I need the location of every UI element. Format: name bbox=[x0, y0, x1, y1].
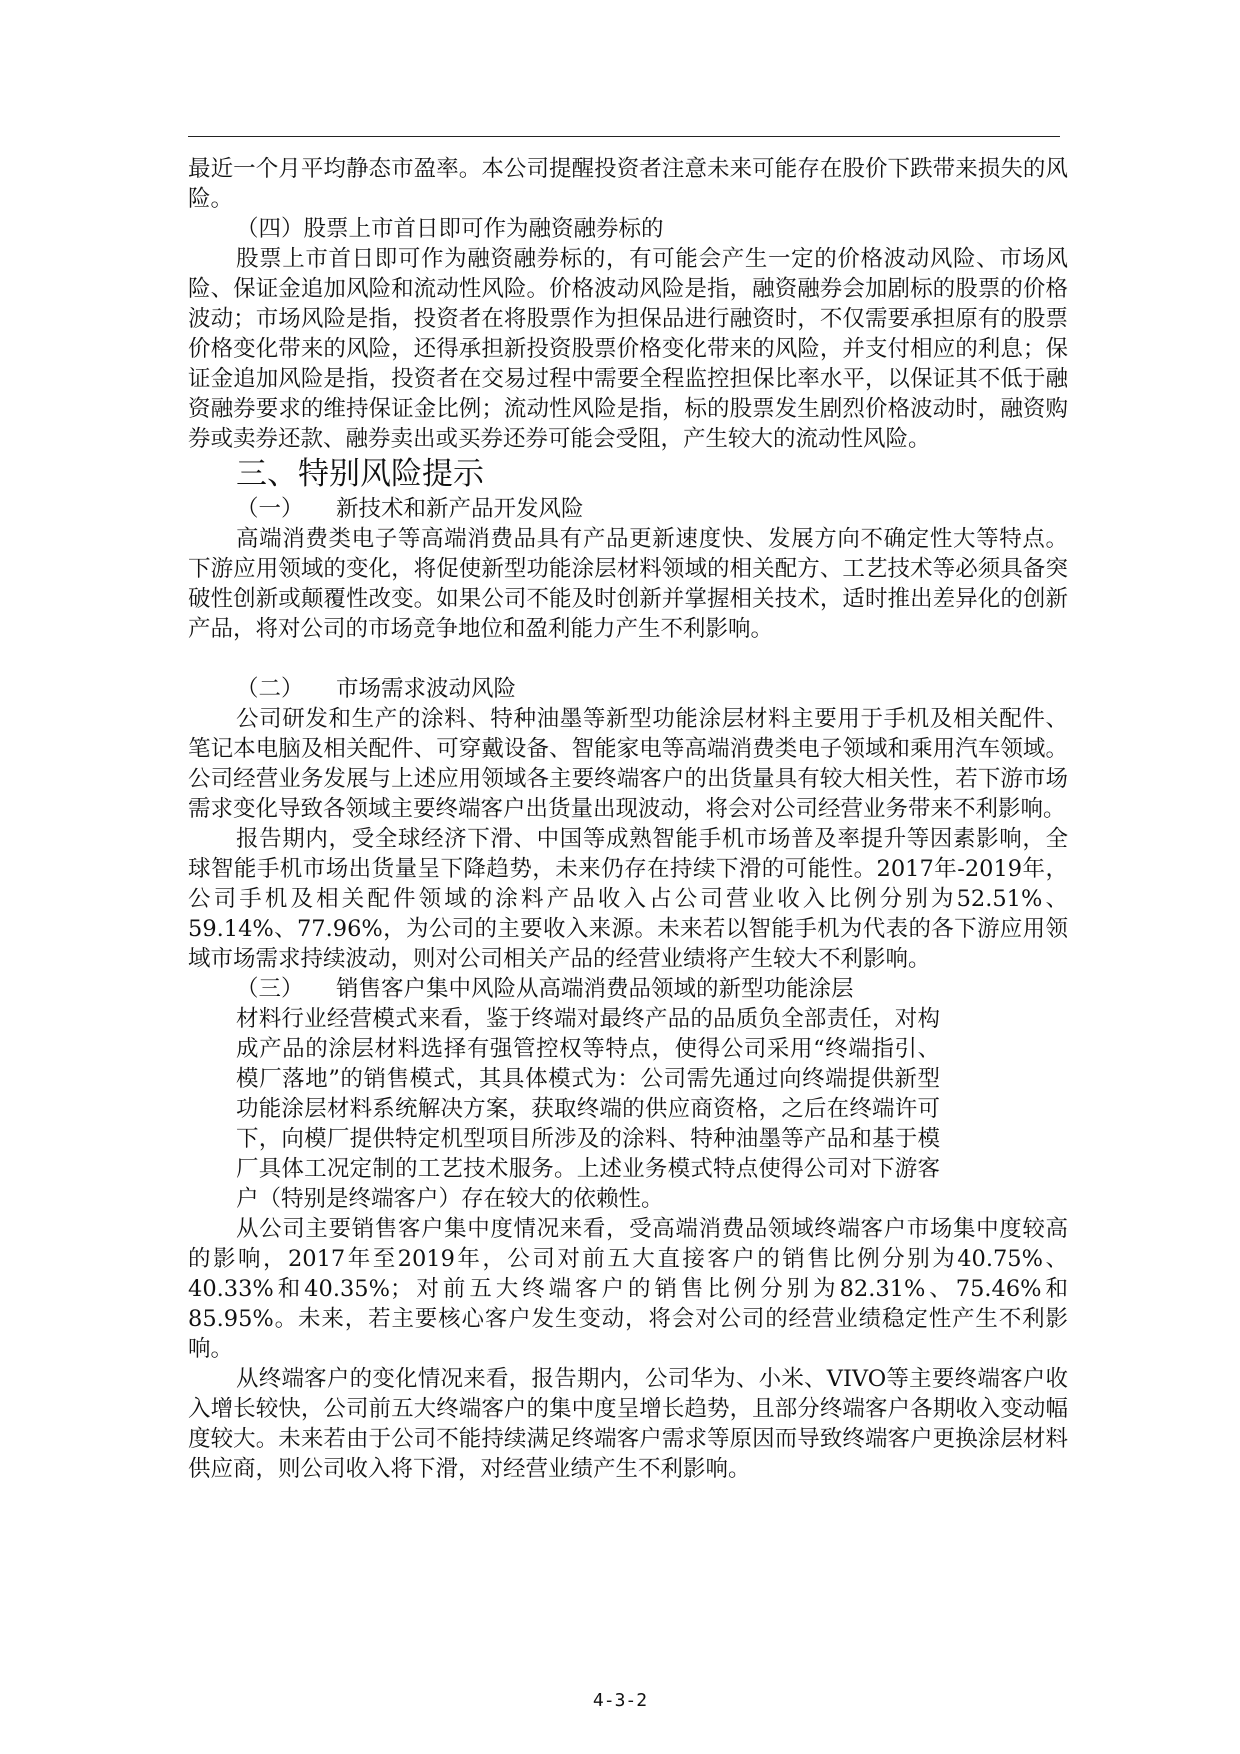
header-rule bbox=[188, 136, 1060, 137]
risk-3-number: （三） bbox=[236, 976, 304, 1002]
risk-3-body-2: 从公司主要销售客户集中度情况来看，受高端消费品领域终端客户市场集中度较高的影响，2017年至2019年，公司对前五大直接客户的销售比例分别为40.75%、40.33%和40.35%；对前五大终端客户的销售比例分别为82.31%、75.46%和85.95%。未来，若主要核心客户发生变动，将会对公司的经营业绩稳定性产生不利影响。 bbox=[188, 1216, 1068, 1362]
risk-2-heading bbox=[188, 674, 1068, 704]
section-3-heading: 三、特别风险提示 bbox=[236, 456, 484, 492]
spacer bbox=[188, 644, 1068, 674]
risk-1-number: （一） bbox=[236, 496, 304, 522]
risk-2-title: 市场需求波动风险 bbox=[336, 676, 517, 702]
risk-1-title: 新技术和新产品开发风险 bbox=[336, 496, 584, 522]
risk-3-title: 销售客户集中风险 bbox=[336, 976, 517, 1002]
risk-1-heading bbox=[188, 494, 1068, 524]
risk-2-body-1: 公司研发和生产的涂料、特种油墨等新型功能涂层材料主要用于手机及相关配件、笔记本电脑及相关配件、可穿戴设备、智能家电等高端消费类电子领域和乘用汽车领域。公司经营业务发展与上述应用领域各主要终端客户的出货量具有较大相关性，若下游市场需求变化导致各领域主要终端客户出货量出现波动，将会对公司经营业务带来不利影响。 bbox=[188, 706, 1068, 822]
risk-3-lead: 从高端消费品领域的新型功能涂层 bbox=[516, 976, 854, 1002]
top-paragraph: 最近一个月平均静态市盈率。本公司提醒投资者注意未来可能存在股价下跌带来损失的风险。 bbox=[188, 156, 1068, 212]
risk-3-body-1: 材料行业经营模式来看，鉴于终端对最终产品的品质负全部责任，对构成产品的涂层材料选择有强管控权等特点，使得公司采用“终端指引、模厂落地”的销售模式，其具体模式为：公司需先通过向终端提供新型功能涂层材料系统解决方案，获取终端的供应商资格，之后在终端许可下，向模厂提供特定机型项目所涉及的涂料、特种油墨等产品和基于模厂具体工况定制的工艺技术服务。上述业务模式特点使得公司对下游客户（特别是终端客户）存在较大的依赖性。 bbox=[236, 1006, 940, 1212]
section-4-body: 股票上市首日即可作为融资融券标的，有可能会产生一定的价格波动风险、市场风险、保证金追加风险和流动性风险。价格波动风险是指，融资融券会加剧标的股票的价格波动；市场风险是指，投资者在将股票作为担保品进行融资时，不仅需要承担原有的股票价格变化带来的风险，还得承担新投资股票价格变化带来的风险，并支付相应的利息；保证金追加风险是指，投资者在交易过程中需要全程监控担保比率水平，以保证其不低于融资融券要求的维持保证金比例；流动性风险是指，标的股票发生剧烈价格波动时，融资购券或卖券还款、融券卖出或买券还券可能会受阻，产生较大的流动性风险。 bbox=[188, 246, 1068, 452]
page-number: 4-3-2 bbox=[592, 1690, 648, 1711]
risk-3-body-3: 从终端客户的变化情况来看，报告期内，公司华为、小米、VIVO等主要终端客户收入增长较快，公司前五大终端客户的集中度呈增长趋势，且部分终端客户各期收入变动幅度较大。未来若由于公司不能持续满足终端客户需求等原因而导致终端客户更换涂层材料供应商，则公司收入将下滑，对经营业绩产生不利影响。 bbox=[188, 1366, 1068, 1482]
risk-2-body-2: 报告期内，受全球经济下滑、中国等成熟智能手机市场普及率提升等因素影响，全球智能手机市场出货量呈下降趋势，未来仍存在持续下滑的可能性。2017年-2019年，公司手机及相关配件领域的涂料产品收入占公司营业收入比例分别为52.51%、59.14%、77.96%，为公司的主要收入来源。未来若以智能手机为代表的各下游应用领域市场需求持续波动，则对公司相关产品的经营业绩将产生较大不利影响。 bbox=[188, 826, 1068, 972]
section-4-heading: （四）股票上市首日即可作为融资融券标的 bbox=[236, 216, 664, 242]
risk-1-body: 高端消费类电子等高端消费品具有产品更新速度快、发展方向不确定性大等特点。下游应用领域的变化，将促使新型功能涂层材料领域的相关配方、工艺技术等必须具备突破性创新或颠覆性改变。如果公司不能及时创新并掌握相关技术，适时推出差异化的创新产品，将对公司的市场竞争地位和盈利能力产生不利影响。 bbox=[188, 526, 1068, 642]
risk-3-heading bbox=[188, 974, 988, 1004]
page-content bbox=[188, 154, 1068, 1484]
risk-2-number: （二） bbox=[236, 676, 304, 702]
